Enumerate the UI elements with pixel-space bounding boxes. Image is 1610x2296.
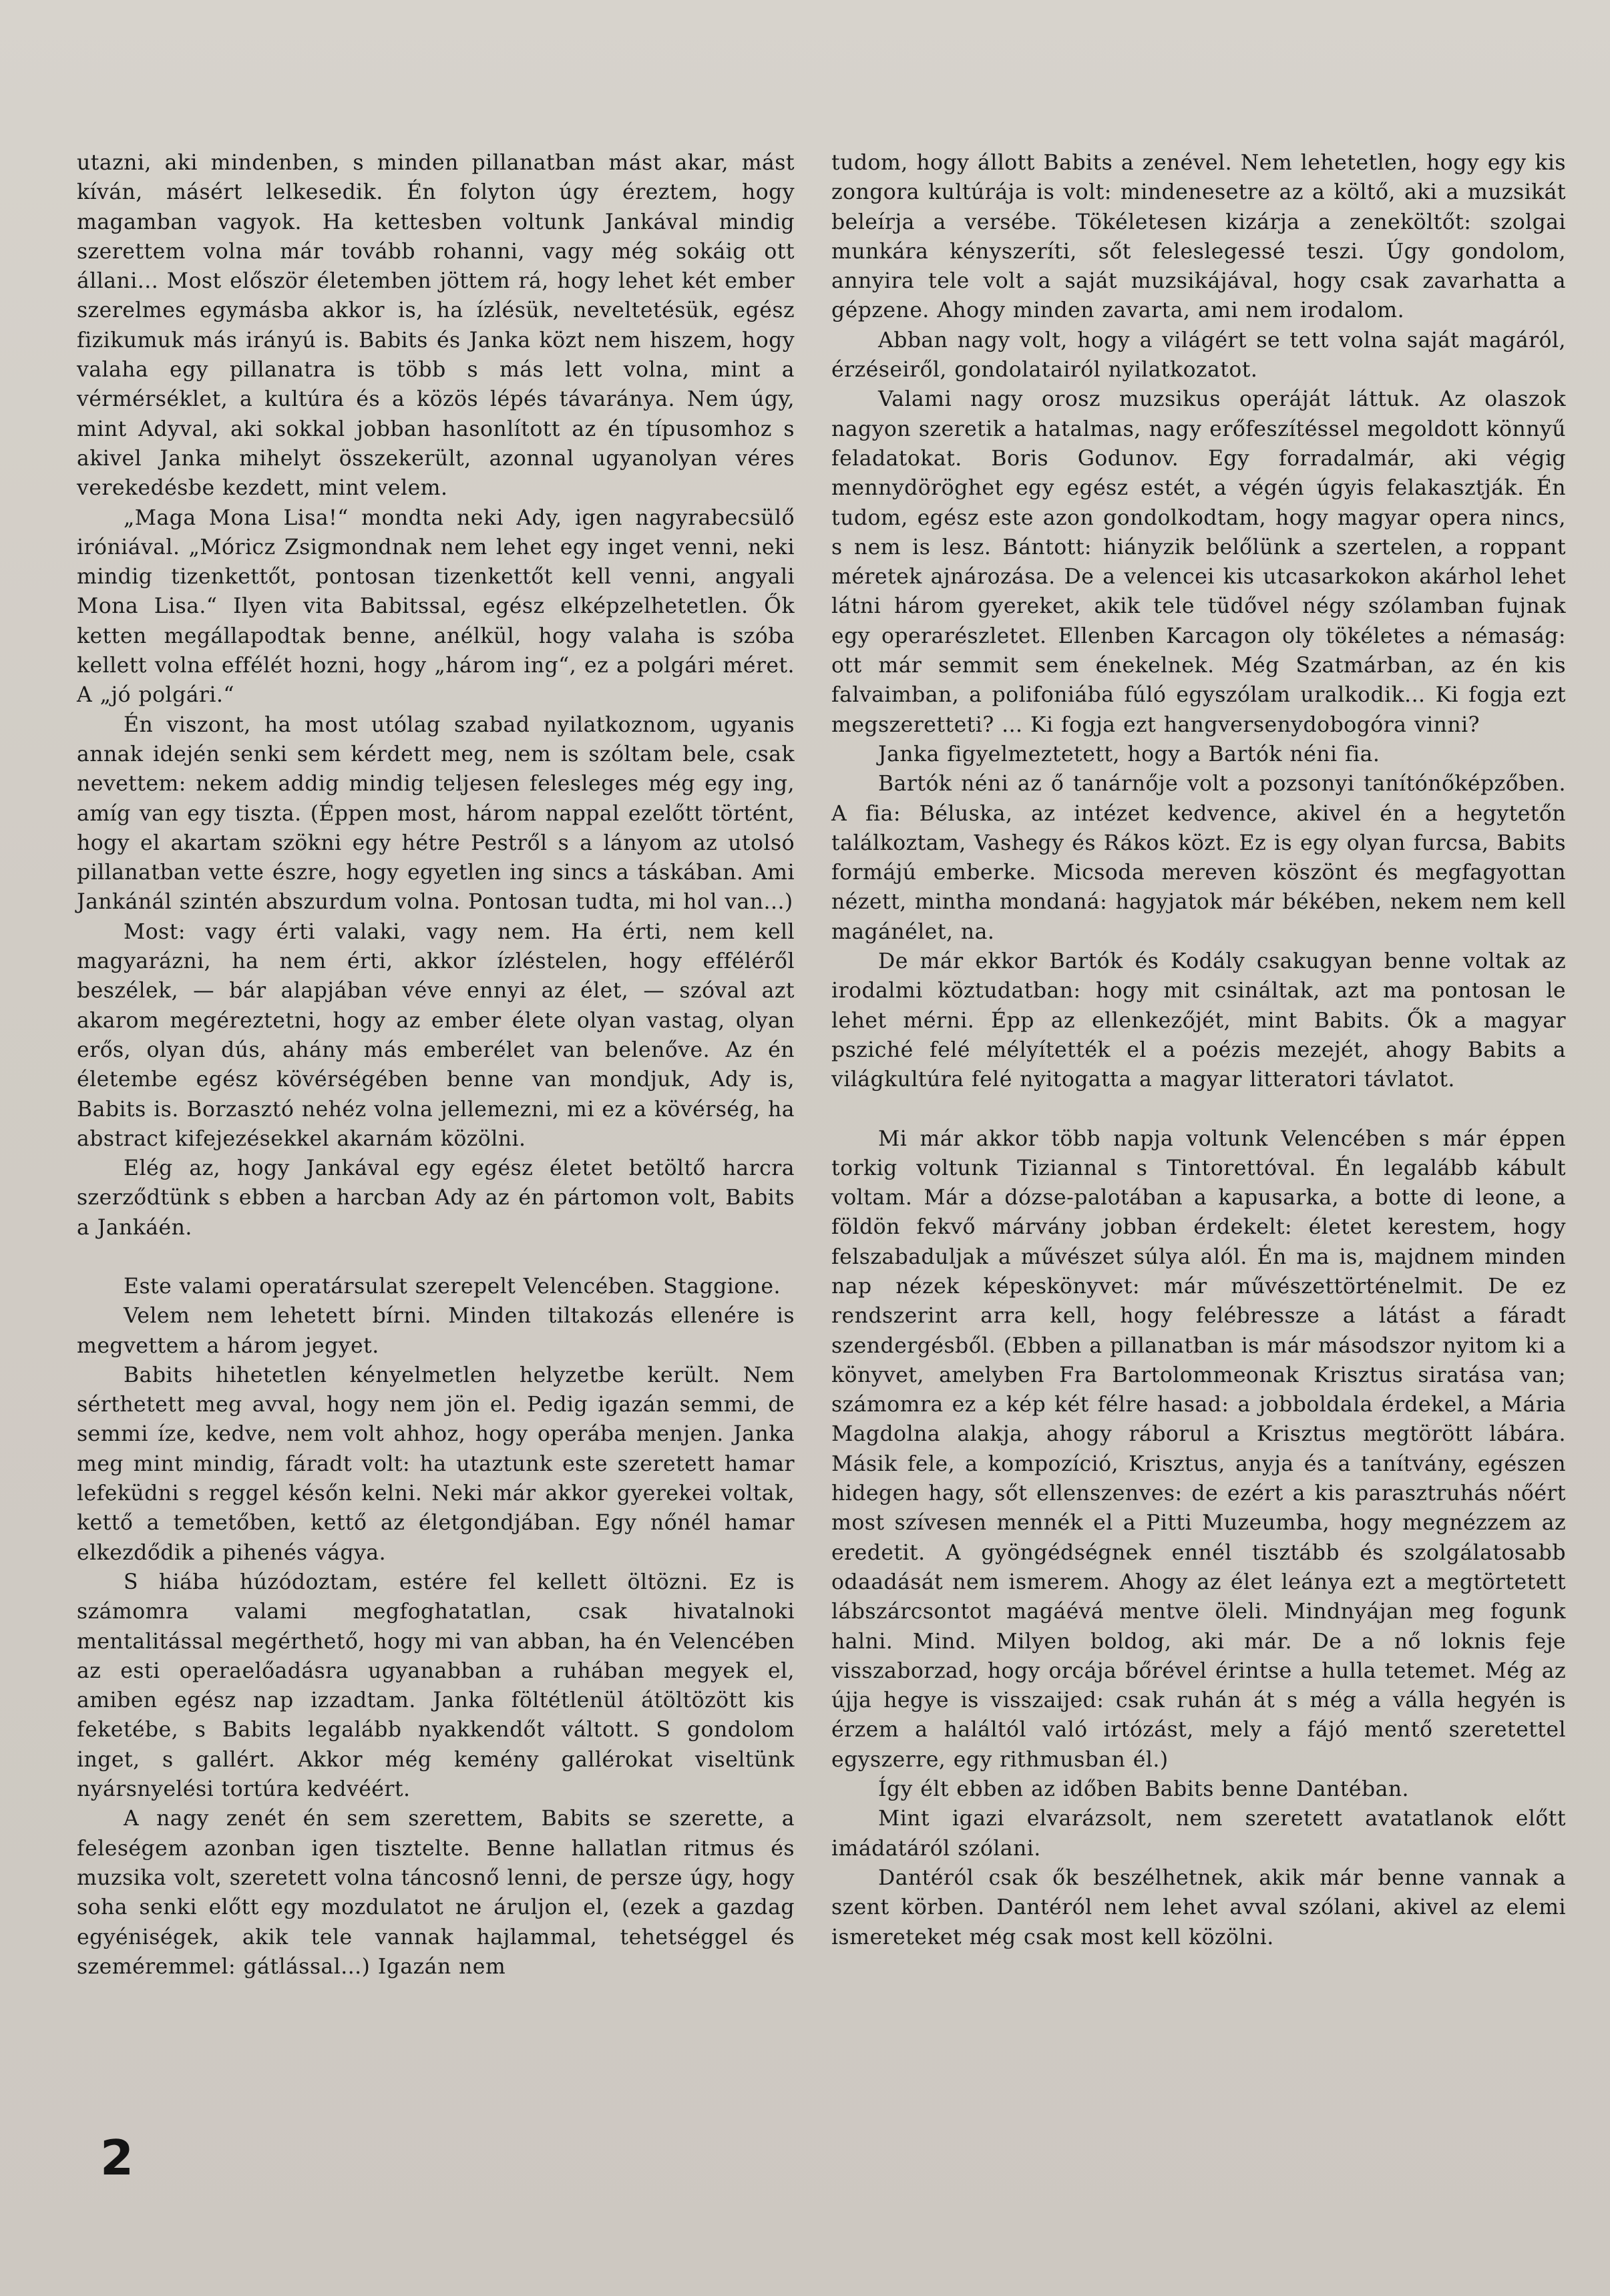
paragraph: Este valami operatársulat szerepelt Velencében. Staggione. — [124, 1274, 781, 1299]
paragraph: tudom, hogy állott Babits a zenével. Nem lehetetlen, hogy egy kis zongora kultúrája is volt: mindenesetre az a költő, aki a muzsikát beleírja a versébe. Tökéletesen kizárja a zeneköltőt: szolgai munkára kényszeríti, sőt feleslegessé teszi. Úgy gondolom, annyira tele volt a saját muzsikájával, hogy csak zavarhatta a gépzene. Ahogy minden zavarta, ami nem irodalom. — [831, 151, 1566, 323]
paragraph: Janka figyelmeztetett, hogy a Bartók néni fia. — [878, 742, 1380, 766]
paragraph: De már ekkor Bartók és Kodály csakugyan benne voltak az irodalmi köztudatban: hogy mit csináltak, azt ma pontosan le lehet mérni. Épp az ellenkezőjét, mint Babits. Ők a magyar psziché felé mélyítették el a poézis mezejét, ahogy Babits a világkultúra felé nyitogatta a magyar litteratori távlatot. — [831, 949, 1566, 1092]
page-number: 2 — [100, 2130, 134, 2186]
paragraph: Mi már akkor több napja voltunk Velencében s már éppen torkig voltunk Tiziannal s Tintorettóval. Én legalább kábult voltam. Már a dózse-palotában a kapusarka, a botte di leone, a földön fekvő márvány jobban érdekelt: életet kerestem, hogy felszabaduljak a művészet súlya alól. Én ma is, majdnem minden nap nézek képeskönyvet: már művészettörténelmit. De ez rendszerint arra kell, hogy felébressze a látást a fáradt szendergésből. (Ebben a pillanatban is már másodszor nyitom ki a könyvet, amelyben Fra Bartolommeonak Krisztus siratása van; számomra ez a kép két félre hasad: a jobboldala érdekel, a Mária Magdolna alakja, ahogy ráborul a Krisztus megtörött lábára. Másik fele, a kompozíció, Krisztus, anyja és a tanítvány, egészen hidegen hagy, sőt ellenszenves: de ezért a kis parasztruhás nőért most szívesen mennék el a Pitti Muzeumba, hogy megnézzem az eredetit. A gyöngédségnek ennél tisztább és szolgálatosabb odaadását nem ismerem. Ahogy az élet leánya ezt a megtörtetett lábszárcsontot magáévá mentve öleli. Mindnyájan meg fogunk halni. Mind. Milyen boldog, aki már. De a nő loknis feje visszaborzad, hogy orcája bőrével érintse a hulla tetemet. Még az újja hegye is visszaijed: csak ruhán át s még a válla hegyén is érzem a haláltól való irtózást, mely a fájó mentő szeretettel egyszerre, egy rithmusban él.) — [831, 1126, 1566, 1772]
paragraph: Velem nem lehetett bírni. Minden tiltakozás ellenére is megvettem a három jegyet. — [77, 1304, 795, 1358]
paragraph: „Maga Mona Lisa!“ mondta neki Ady, igen nagyrabecsülő iróniával. „Móricz Zsigmondnak nem lehet egy inget venni, neki mindig tizenkettőt, pontosan tizenkettőt kell venni, angyali Mona Lisa.“ Ilyen vita Babitssal, egész elképzelhetetlen. Ők ketten megállapodtak benne, anélkül, hogy valaha is szóba kellett volna effélét hozni, hogy „három ing“, ez a polgári méret. A „jó polgári.“ — [77, 505, 795, 708]
left-text-column — [77, 148, 795, 1982]
paragraph: Elég az, hogy Jankával egy egész életet betöltő harcra szerződtünk s ebben a harcban Ady az én pártomon volt, Babits a Jankáén. — [77, 1156, 795, 1240]
paragraph: A nagy zenét én sem szerettem, Babits se szerette, a feleségem azonban igen tisztelte. Benne hallatlan ritmus és muzsika volt, szeretett volna táncosnő lenni, de persze úgy, hogy soha senki előtt egy mozdulatot ne áruljon el, (ezek a gazdag egyéniségek, akik tele vannak hajlammal, tehetséggel és szeméremmel: gátlással...) Igazán nem — [77, 1807, 795, 1979]
paragraph: Bartók néni az ő tanárnője volt a pozsonyi tanítónőképzőben. A fia: Béluska, az intézet kedvence, akivel én a hegytetőn találkoztam, Vashegy és Rákos közt. Ez is egy olyan furcsa, Babits formájú emberke. Micsoda mereven köszönt és megfagyottan nézett, mintha mondaná: hagyjatok már békében, nekem nem kell magánélet, na. — [831, 772, 1566, 944]
paragraph: utazni, aki mindenben, s minden pillanatban mást akar, mást kíván, másért lelkesedik. Én folyton úgy éreztem, hogy magamban vagyok. Ha kettesben voltunk Jankával mindig szerettem volna már tovább rohanni, vagy még sokáig ott állani... Most először életemben jöttem rá, hogy lehet két ember szerelmes egymásba akkor is, ha ízlésük, neveltetésük, egész fizikumuk más irányú is. Babits és Janka közt nem hiszem, hogy valaha egy pillanatra is több s más lett volna, mint a vérmérséklet, a kultúra és a közös lépés távaránya. Nem úgy, mint Adyval, aki sokkal jobban hasonlított az én típusomhoz s akivel Janka mihelyt összekerült, azonnal ugyanolyan véres verekedésbe kezdett, mint velem. — [77, 151, 795, 501]
paragraph: Dantéról csak ők beszélhetnek, akik már benne vannak a szent körben. Dantéról nem lehet avval szólani, akivel az elemi ismereteket még csak most kell közölni. — [831, 1865, 1566, 1949]
paragraph: Valami nagy orosz muzsikus operáját láttuk. Az olaszok nagyon szeretik a hatalmas, nagy erőfeszítéssel megoldott könnyű feladatokat. Boris Godunov. Egy forradalmár, aki végig mennydöröghet egy egész estét, a végén úgyis felakasztják. Én tudom, egész este azon gondolkodtam, hogy magyar opera nincs, s nem is lesz. Bántott: hiányzik belőlünk a szertelen, a roppant méretek ajnározása. De a velencei kis utcasarkokon akárhol lehet látni három gyereket, akik tele tüdővel négy szólamban fujnak egy operarészletet. Ellenben Karcagon oly tökéletes a némaság: ott már semmit sem énekelnek. Még Szatmárban, az én kis falvaimban, a polifoniába fúló egyszólam uralkodik... Ki fogja ezt megszeretteti? ... Ki fogja ezt hangversenydobogóra vinni? — [831, 387, 1566, 737]
paragraph: Most: vagy érti valaki, vagy nem. Ha érti, nem kell magyarázni, ha nem érti, akkor ízléstelen, hogy efféléről beszélek, — bár alapjában véve ennyi az élet, — szóval azt akarom megéreztetni, hogy az ember élete olyan vastag, olyan erős, olyan dús, ahány más emberélet van belenőve. Az én életembe egész kövérségében benne van mondjuk, Ady is, Babits is. Borzasztó nehéz volna jellemezni, mi ez a kövérség, ha abstract kifejezésekkel akarnám közölni. — [77, 919, 795, 1151]
right-text-column — [831, 148, 1566, 1952]
paragraph: Abban nagy volt, hogy a világért se tett volna saját magáról, érzéseiről, gondolatairól nyilatkozatot. — [831, 328, 1566, 383]
paragraph: Babits hihetetlen kényelmetlen helyzetbe került. Nem sérthetett meg avval, hogy nem jön el. Pedig igazán semmi, de semmi íze, kedve, nem volt ahhoz, hogy operába menjen. Janka meg mint mindig, fáradt volt: ha utaztunk este szeretett hamar lefeküdni s reggel későn kelni. Neki már akkor gyerekei voltak, kettő a temetőben, kettő az életgondjában. Egy nőnél hamar elkezdődik a pihenés vágya. — [77, 1363, 795, 1565]
paragraph: Így élt ebben az időben Babits benne Dantéban. — [878, 1777, 1410, 1802]
paragraph: S hiába húzódoztam, estére fel kellett öltözni. Ez is számomra valami megfoghatatlan, csak hivatalnoki mentalitással megérthető, hogy mi van abban, ha én Velencében az esti operaelőadásra ugyanabban a ruhában megyek el, amiben egész nap izzadtam. Janka föltétlenül átöltözött kis feketébe, s Babits legalább nyakkendőt váltott. S gondolom inget, s gallért. Akkor még kemény gallérokat viseltünk nyársnyelési tortúra kedvéért. — [77, 1570, 795, 1802]
paragraph: Én viszont, ha most utólag szabad nyilatkoznom, ugyanis annak idején senki sem kérdett meg, nem is szóltam bele, csak nevettem: nekem addig mindig teljesen felesleges még egy ing, amíg van egy tiszta. (Éppen most, három nappal ezelőtt történt, hogy el akartam szökni egy hétre Pestről s a lányom az utolsó pillanatban vette észre, hogy egyetlen ing sincs a táskában. Ami Jankánál szintén abszurdum volna. Pontosan tudta, mi hol van...) — [77, 712, 795, 915]
paragraph: Mint igazi elvarázsolt, nem szeretett avatatlanok előtt imádatáról szólani. — [831, 1807, 1566, 1861]
